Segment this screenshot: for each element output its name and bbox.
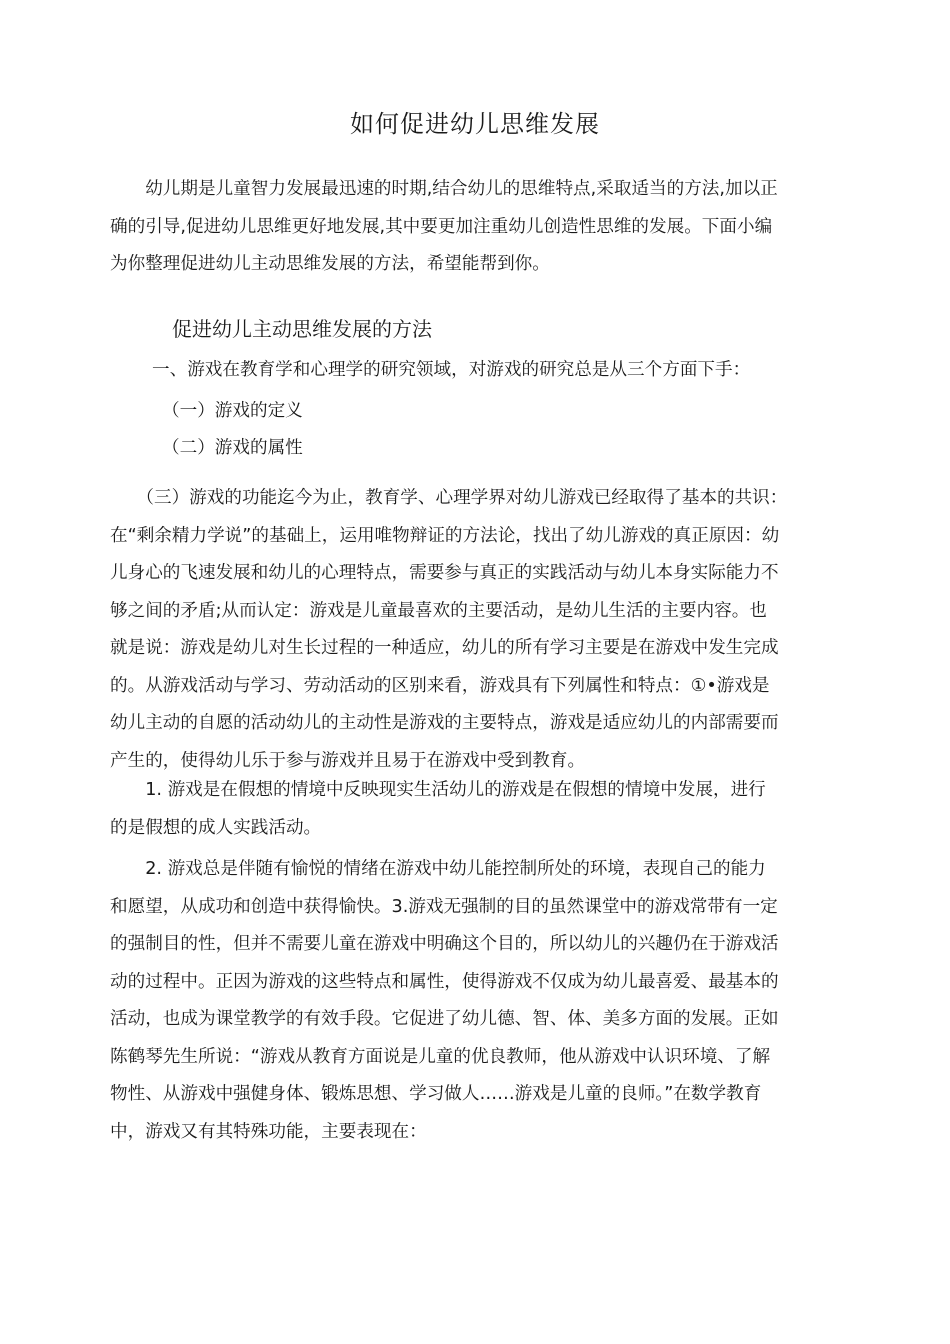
paragraph-line: 够之间的矛盾;从而认定：游戏是儿童最喜欢的主要活动，是幼儿生活的主要内容。也 [110, 600, 767, 621]
numbered-paragraph-2 [110, 851, 840, 1151]
section-three-paragraph [110, 480, 840, 780]
section-one-paragraph [110, 352, 840, 390]
paragraph-line: 就是说：游戏是幼儿对生长过程的一种适应，幼儿的所有学习主要是在游戏中发生完成 [110, 638, 779, 658]
paragraph-line: 产生的，使得幼儿乐于参与游戏并且易于在游戏中受到教育。 [110, 750, 586, 771]
paragraph-line: 儿身心的飞速发展和幼儿的心理特点，需要参与真正的实践活动与幼儿本身实际能力不 [110, 563, 779, 583]
paragraph-line: （二）游戏的属性 [162, 438, 303, 458]
paragraph-line: 物性、从游戏中强健身体、锻炼思想、学习做人……游戏是儿童的良师。”在数学教育 [110, 1084, 762, 1104]
paragraph-line: 为你整理促进幼儿主动思维发展的方法，希望能帮到你。 [110, 254, 550, 274]
paragraph-line: 的强制目的性，但并不需要儿童在游戏中明确这个目的，所以幼儿的兴趣仍在于游戏活 [110, 934, 779, 954]
paragraph-line: 中，游戏又有其特殊功能，主要表现在： [110, 1121, 427, 1142]
list-item-attributes [110, 430, 840, 468]
document-title: 如何促进幼儿思维发展 [350, 110, 600, 138]
paragraph-line: 在“剩余精力学说”的基础上，运用唯物辩证的方法论，找出了幼儿游戏的真正原因：幼 [110, 525, 780, 546]
intro-paragraph [110, 171, 840, 284]
paragraph-line: 幼儿期是儿童智力发展最迅速的时期,结合幼儿的思维特点,采取适当的方法,加以正 [110, 179, 778, 199]
paragraph-line: （一）游戏的定义 [162, 401, 303, 421]
paragraph-line: 活动，也成为课堂教学的有效手段。它促进了幼儿德、智、体、美多方面的发展。正如 [110, 1009, 779, 1029]
paragraph-line: （三）游戏的功能迄今为止，教育学、心理学界对幼儿游戏已经取得了基本的共识： [110, 488, 788, 508]
numbered-paragraph-1 [110, 772, 840, 847]
paragraph-line: 1. 游戏是在假想的情境中反映现实生活幼儿的游戏是在假想的情境中发展，进行 [110, 780, 766, 800]
paragraph-line: 确的引导,促进幼儿思维更好地发展,其中要更加注重幼儿创造性思维的发展。下面小编 [110, 216, 773, 237]
paragraph-line: 一、游戏在教育学和心理学的研究领域，对游戏的研究总是从三个方面下手： [152, 360, 751, 380]
paragraph-line: 幼儿主动的自愿的活动幼儿的主动性是游戏的主要特点，游戏是适应幼儿的内部需要而 [110, 713, 779, 733]
paragraph-line: 和愿望，从成功和创造中获得愉快。3.游戏无强制的目的虽然课堂中的游戏常带有一定 [110, 896, 778, 917]
section-heading: 促进幼儿主动思维发展的方法 [172, 317, 432, 341]
paragraph-line: 的是假想的成人实践活动。 [110, 817, 322, 838]
paragraph-line: 2. 游戏总是伴随有愉悦的情绪在游戏中幼儿能控制所处的环境，表现自己的能力 [110, 859, 766, 879]
list-item-definition [110, 393, 840, 431]
paragraph-line: 陈鹤琴先生所说：“游戏从教育方面说是儿童的优良教师，他从游戏中认识环境、了解 [110, 1046, 771, 1067]
paragraph-line: 动的过程中。正因为游戏的这些特点和属性，使得游戏不仅成为幼儿最喜爱、最基本的 [110, 971, 779, 992]
paragraph-line: 的。从游戏活动与学习、劳动活动的区别来看，游戏具有下列属性和特点：①•游戏是 [110, 675, 770, 696]
